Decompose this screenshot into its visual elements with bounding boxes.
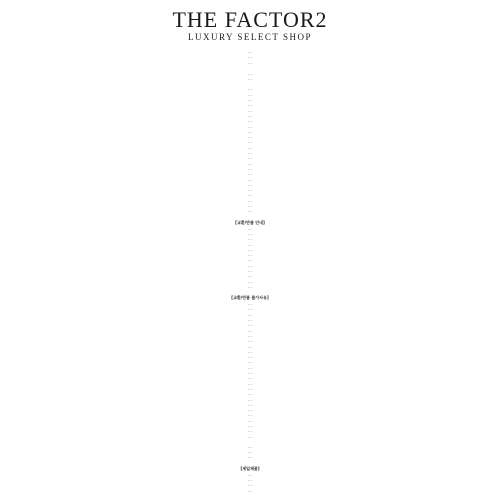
brand-tagline: LUXURY SELECT SHOP: [187, 32, 312, 42]
notice-line: …: [248, 208, 252, 214]
notice-line: …: [248, 102, 252, 108]
section-sale-items: [30, 466, 470, 493]
notice-line: …: [248, 301, 252, 307]
notice-line: …: [248, 160, 252, 166]
notice-line: …: [248, 433, 252, 439]
section-title: [교환/반품 불가사유]: [231, 295, 269, 301]
notice-line: …: [248, 417, 252, 423]
notice-line: …: [248, 262, 252, 268]
notice-line: …: [248, 134, 252, 140]
notice-line: …: [248, 317, 252, 323]
notice-line: …: [248, 375, 252, 381]
notice-line: …: [248, 257, 252, 263]
notice-top: [30, 49, 470, 65]
notice-line: …: [248, 273, 252, 279]
notice-line: …: [248, 107, 252, 113]
notice-line: …: [248, 118, 252, 124]
notice-line: …: [248, 49, 252, 54]
notice-line: …: [248, 97, 252, 103]
notice-line: …: [248, 176, 252, 182]
notice-line: …: [248, 482, 252, 488]
emphasis-line: …: [248, 70, 252, 76]
notice-line: …: [248, 354, 252, 360]
notice-line: …: [248, 171, 252, 177]
notice-line: …: [248, 449, 252, 455]
notice-line: …: [248, 454, 252, 460]
notice-line: …: [248, 236, 252, 242]
notice-line: …: [248, 306, 252, 312]
notice-line: …: [248, 396, 252, 402]
notice-line: …: [248, 370, 252, 376]
notice-line: …: [248, 380, 252, 386]
notice-line: …: [248, 197, 252, 203]
notice-line: …: [248, 252, 252, 258]
notice-line: …: [248, 123, 252, 129]
notice-line: …: [248, 128, 252, 134]
notice-line: …: [248, 391, 252, 397]
notice-line: …: [248, 407, 252, 413]
notice-line: …: [248, 401, 252, 407]
notice-line: …: [248, 348, 252, 354]
notice-line: …: [248, 139, 252, 145]
notice-line: …: [248, 155, 252, 161]
section-title: [교환/반품 안내]: [235, 219, 265, 225]
notice-line: …: [248, 203, 252, 209]
notice-line: …: [248, 423, 252, 428]
notice-line: …: [248, 150, 252, 156]
notice-line: …: [248, 267, 252, 273]
notice-line: …: [248, 241, 252, 247]
notice-line: …: [248, 86, 252, 92]
brand-logo: THE FACTOR2: [172, 7, 328, 32]
notice-line: …: [248, 112, 252, 118]
notice-line: …: [248, 181, 252, 187]
notice-line: …: [248, 165, 252, 171]
notice-line: …: [248, 54, 252, 60]
emphasis-line: …: [248, 76, 252, 82]
section-general-notice: [30, 71, 470, 214]
notice-line: …: [248, 364, 252, 370]
notice-line: …: [248, 428, 252, 434]
notice-line: …: [248, 385, 252, 391]
notice-line: …: [248, 225, 252, 231]
section-extra-notice: [30, 439, 470, 460]
notice-line: …: [248, 338, 252, 344]
notice-line: …: [248, 144, 252, 150]
notice-line: …: [248, 477, 252, 483]
section-exchange-not-allowed: [30, 295, 470, 439]
notice-line: …: [248, 230, 252, 236]
notice-line: …: [248, 59, 252, 65]
notice-line: …: [248, 91, 252, 97]
notice-line: …: [248, 443, 252, 449]
notice-line: …: [248, 471, 252, 477]
notice-line: …: [248, 322, 252, 328]
notice-line: …: [248, 412, 252, 418]
notice-line: …: [248, 311, 252, 317]
notice-line: …: [248, 192, 252, 198]
notice-line: …: [248, 343, 252, 349]
notice-line: …: [248, 187, 252, 193]
section-exchange-return: [30, 220, 470, 290]
notice-line: …: [248, 283, 252, 289]
notice-line: …: [248, 487, 252, 493]
notice-line: …: [248, 332, 252, 338]
notice-line: …: [248, 327, 252, 333]
notice-line: …: [248, 359, 252, 365]
notice-line: …: [248, 278, 252, 284]
notice-line: …: [248, 246, 252, 252]
section-title: [세일제품]: [240, 465, 260, 471]
